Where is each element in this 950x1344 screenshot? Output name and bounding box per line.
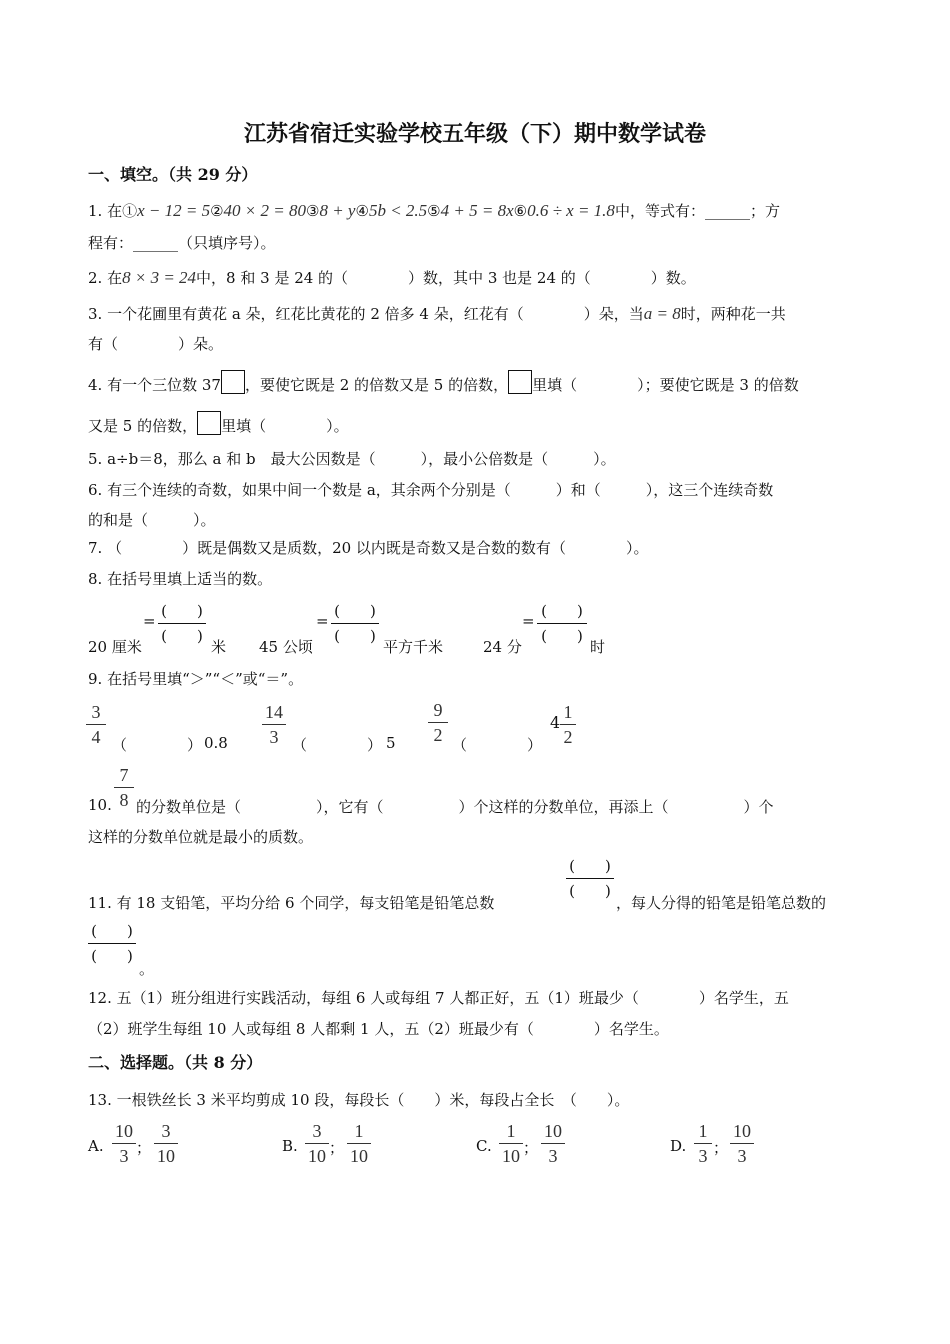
q9-b-right: 5 (386, 734, 396, 752)
q11-end-mark: 。 (139, 960, 155, 978)
q9-a-fraction: 3 4 (86, 702, 106, 747)
q8-item-2-unit: 平方千米 (383, 638, 444, 656)
question-9-stem: 9. 在括号里填“＞”“＜”或“＝”。 (88, 670, 304, 688)
q9-b-fraction: 14 3 (262, 702, 286, 747)
question-2: 2. 在8 × 3 = 24中，8 和 3 是 24 的（ ）数，其中 3 也是 24 的（ ）数。 (88, 268, 696, 287)
question-6-line-2: 的和是（ ）。 (88, 511, 216, 529)
q10-fraction: 7 8 (114, 765, 134, 810)
option-d-separator: ； (713, 1139, 729, 1157)
option-b-separator: ； (329, 1139, 345, 1157)
question-12-line-1: 12. 五（1）班分组进行实践活动，每组 6 人或每组 7 人都正好，五（1）班最少（ ）名学生，五 (88, 989, 789, 1007)
question-13-stem: 13. 一根铁丝长 3 米平均剪成 10 段，每段长（ ）米，每段占全长 （ ）。 (88, 1091, 630, 1109)
page-title: 江苏省宿迁实验学校五年级（下）期中数学试卷 (243, 121, 706, 147)
option-c-fraction-2: 10 3 (541, 1121, 565, 1166)
question-4-line-2: 又是 5 的倍数， 里填（ ）。 (88, 411, 349, 436)
q9-c-mixed-fraction: 1 2 (560, 702, 576, 747)
q11-fraction-2: ( ) ( ) (88, 922, 136, 965)
question-1-line-2: 程有：______（只填序号）。 (88, 234, 276, 252)
question-11-line-1: 11. 有 18 支铅笔，平均分给 6 个同学，每支铅笔是铅笔总数 (88, 894, 495, 912)
option-b-fraction-1: 3 10 (305, 1121, 329, 1166)
q9-a-blank: （ ） (112, 736, 203, 754)
q10-number: 10. (88, 796, 112, 814)
answer-box (197, 411, 221, 435)
option-d-fraction-2: 10 3 (730, 1121, 754, 1166)
answer-box (221, 370, 245, 394)
q8-item-2-equals: = (316, 612, 329, 630)
question-8-stem: 8. 在括号里填上适当的数。 (88, 570, 273, 588)
option-d-fraction-1: 1 3 (694, 1121, 712, 1166)
option-b-label[interactable]: B. (282, 1137, 298, 1155)
question-7: 7. （ ）既是偶数又是质数，20 以内既是奇数又是合数的数有（ ）。 (88, 539, 649, 557)
question-1-line-1: 1. 在①x − 12 = 5②40 × 2 = 80③8 + y④5b < 2.5⑤4 + 5 = 8x⑥0.6 ÷ x = 1.8中，等式有：______；方 (88, 201, 780, 220)
option-a-separator: ； (136, 1139, 152, 1157)
answer-box (508, 370, 532, 394)
question-11-line-1-tail: ，每人分得的铅笔是铅笔总数的 (616, 894, 827, 912)
option-a-fraction-1: 10 3 (112, 1121, 136, 1166)
question-6-line-1: 6. 有三个连续的奇数，如果中间一个数是 a，其余两个分别是（ ）和（ ），这三个连续奇数 (88, 481, 774, 499)
section-heading-choice: 二、选择题。（共 8 分） (88, 1053, 263, 1072)
option-a-fraction-2: 3 10 (154, 1121, 178, 1166)
q11-fraction-1: ( ) ( ) (566, 857, 614, 900)
q8-item-1-unit: 米 (211, 638, 227, 656)
question-5: 5. a÷b＝8，那么 a 和 b 最大公因数是（ ），最小公倍数是（ ）。 (88, 450, 616, 468)
q8-item-1-left: 20 厘米 (88, 638, 142, 656)
option-d-label[interactable]: D. (670, 1137, 687, 1155)
option-b-fraction-2: 1 10 (347, 1121, 371, 1166)
q9-c-whole: 4 (550, 713, 561, 732)
section-heading-fill-in: 一、填空。（共 29 分） (88, 165, 258, 184)
q9-b-blank: （ ） (292, 736, 383, 754)
q8-item-3-unit: 时 (590, 638, 606, 656)
q8-item-3-equals: = (522, 612, 535, 630)
question-4-line-1: 4. 有一个三位数 37 ，要使它既是 2 的倍数又是 5 的倍数， 里填（ ）；要使它既是 3 的倍数 (88, 370, 799, 395)
q9-c-fraction: 9 2 (428, 700, 448, 745)
question-10-line-1: 的分数单位是（ ），它有（ ）个这样的分数单位，再添上（ ）个 (136, 798, 774, 816)
q8-item-3-left: 24 分 (483, 638, 522, 656)
q9-c-blank: （ ） (452, 736, 543, 754)
option-c-fraction-1: 1 10 (499, 1121, 523, 1166)
q8-item-3-fraction: ( ) ( ) (537, 602, 587, 645)
question-3-line-1: 3. 一个花圃里有黄花 a 朵，红花比黄花的 2 倍多 4 朵，红花有（ ）朵，当a = 8时，两种花一共 (88, 304, 786, 323)
question-12-line-2: （2）班学生每组 10 人或每组 8 人都剩 1 人，五（2）班最少有（ ）名学生。 (88, 1020, 669, 1038)
q8-item-2-fraction: ( ) ( ) (331, 602, 379, 645)
option-a-label[interactable]: A. (88, 1137, 104, 1155)
q8-item-1-fraction: ( ) ( ) (158, 602, 206, 645)
q8-item-1-equals: = (143, 612, 156, 630)
question-3-line-2: 有（ ）朵。 (88, 335, 224, 353)
q8-item-2-left: 45 公顷 (259, 638, 313, 656)
q9-a-right: 0.8 (204, 734, 228, 752)
option-c-label[interactable]: C. (476, 1137, 492, 1155)
option-c-separator: ； (523, 1139, 539, 1157)
question-10-line-2: 这样的分数单位就是最小的质数。 (88, 828, 314, 846)
